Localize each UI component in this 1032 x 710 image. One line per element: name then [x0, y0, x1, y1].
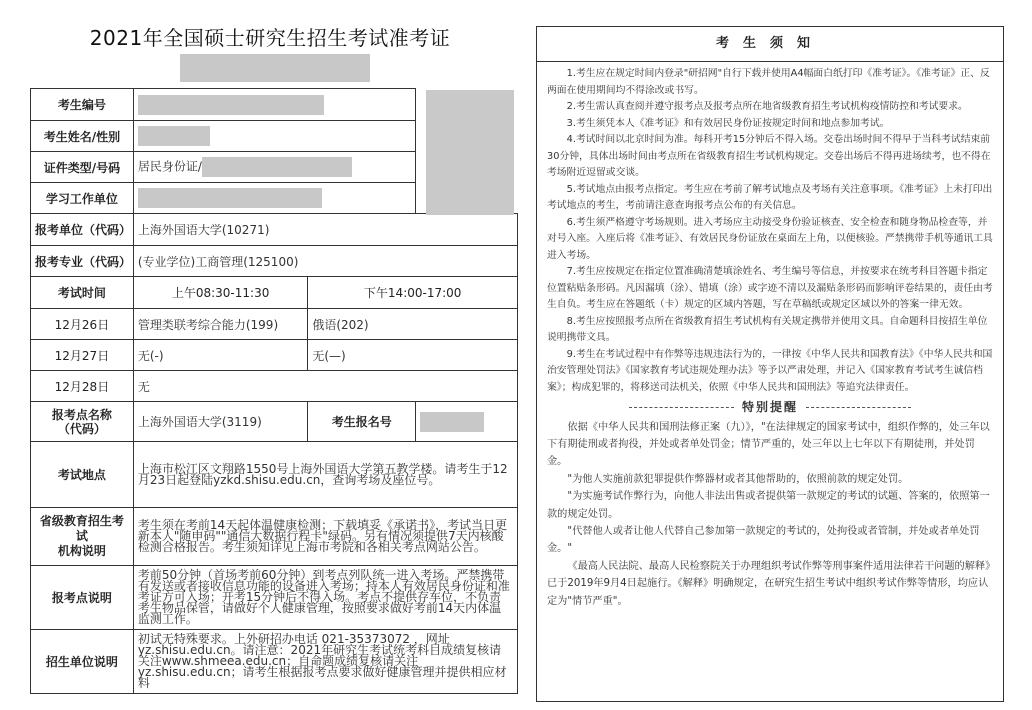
- schedule-pm-subject: 俄语(202): [308, 309, 518, 340]
- schedule-date: 12月27日: [31, 340, 134, 371]
- notice-item: 9.考生在考试过程中有作弊等违规违法行为的，一律按《中华人民共和国教育法》《中华人民共和国治安管理处罚法》《国家教育考试违规处理办法》等予以严肃处理，并记入《国家教育考试考生诚信档案》；构成犯罪的，将移送司法机关，依照《中华人民共和国刑法》等追究法律责任。: [547, 348, 993, 393]
- am-header: 上午08:30-11:30: [133, 277, 307, 309]
- id-value: [133, 152, 415, 183]
- notice-item: 6.考生须严格遵守考场规则。进入考场应主动接受身份验证核查、安全检查和随身物品检查等，并对号入座。入座后将《准考证》、有效居民身份证放在桌面左上角，以便核验。严禁携带手机等通讯工具进入考场。: [547, 216, 993, 261]
- pm-header: 下午14:00-17:00: [308, 277, 518, 309]
- special-item: 《最高人民法院、最高人民检察院关于办理组织考试作弊等刑事案件适用法律若干问题的解释》已于2019年9月4日起施行。《解释》明确规定，在研究生招生考试中组织考试作弊等情形，均应认定为"情节严重"。: [547, 560, 991, 607]
- special-item: "为他人实施前款犯罪提供作弊器材或者其他帮助的，依照前款的规定处罚。: [567, 473, 909, 485]
- location-label: 考试地点: [31, 442, 134, 508]
- location-value: 上海市松江区文翔路1550号上海外国语大学第五教学楼。请考生于12月23日起登陆yzkd.shisu.edu.cn，查询考场及座位号。: [133, 442, 517, 508]
- point-label: 报考点说明: [31, 566, 134, 630]
- special-item: 依据《中华人民共和国刑法修正案（九）》，"在法律规定的国家考试中，组织作弊的，处三年以下有期徒刑或者拘役，并处或者单处罚金；情节严重的，处三年以上七年以下有期徒刑，并处罚金。: [547, 421, 990, 468]
- major-label: 报考专业（代码）: [31, 246, 134, 277]
- schedule-date: 12月28日: [31, 371, 134, 402]
- schedule-pm-subject: 无(—): [308, 340, 518, 371]
- photo-placeholder: [426, 90, 514, 215]
- special-item: "代替他人或者让他人代替自己参加第一款规定的考试的，处拘役或者管制，并处或者单处罚金。": [547, 525, 980, 555]
- schedule-am-subject: 管理类联考综合能力(199): [133, 309, 307, 340]
- id-type: 居民身份证/: [137, 159, 202, 174]
- schedule-am-subject: 无: [133, 371, 517, 402]
- site-name-value: 上海外国语大学(3119): [133, 402, 307, 442]
- provincial-value: 考生须在考前14天起体温健康检测；下载填妥《承诺书》，考试当日更新本人"随申码""通信大数据行程卡"绿码。另有情况须提供7天内核酸检测合格报告。考生须知详见上海市考院和各相关考点网站公告。: [133, 508, 517, 566]
- unit-label: 学习工作单位: [31, 183, 134, 214]
- notice-item: 4.考试时间以北京时间为准。每科开考15分钟后不得入场。交卷出场时间不得早于当科考试结束前30分钟，具体出场时间由考点所在省级教育招生考试机构规定。交卷出场后不得再进场续考，也不得在考场附近逗留或交谈。: [547, 134, 991, 178]
- unit-value: [133, 183, 415, 214]
- notice-heading: 考生须知: [537, 27, 1003, 62]
- school-label: 招生单位说明: [31, 630, 134, 694]
- id-label: 证件类型/号码: [31, 152, 134, 183]
- notice-item: 7.考生应按规定在指定位置准确清楚填涂姓名、考生编号等信息，并按要求在统考科目答题卡指定位置粘贴条形码。凡因漏填（涂）、错填（涂）或字迹不清以及漏贴条形码而影响评卷结果的，责任由考生自负。考生应在答题纸（卡）规定的区域内答题，写在草稿纸或规定区域以外的答案一律无效。: [547, 266, 993, 310]
- redacted-subtitle: [180, 54, 370, 82]
- reg-no-label: 考生报名号: [308, 402, 416, 442]
- notice-item: 1.考生应在规定时间内登录"研招网"自行下载并使用A4幅面白纸打印《准考证》。《准考证》正、反两面在使用期间均不得涂改或书写。: [547, 68, 990, 96]
- page-title: 2021年全国硕士研究生招生考试准考证: [89, 26, 451, 50]
- reg-no-value: [416, 402, 518, 442]
- exam-no-label: 考生编号: [31, 89, 134, 121]
- notice-item: 3.考生须凭本人《准考证》和有效居民身份证按规定时间和地点参加考试。: [566, 117, 890, 129]
- name-gender-value: [133, 121, 415, 152]
- special-item: "为实施考试作弊行为，向他人非法出售或者提供第一款规定的考试的试题、答案的，依照第一款的规定处罚。: [547, 491, 990, 520]
- apply-unit-label: 报考单位（代码）: [31, 214, 134, 246]
- school-value: 初试无特殊要求。上外研招办电话 021-35373072 ，网址yz.shisu.edu.cn。请注意：2021年研究生考试统考科目成绩复核请关注www.shmeea.edu.cn；自命题成绩复核请关注yz.shisu.edu.cn；请考生根据报考点要求做好健康管理并提供相应材料: [133, 630, 517, 694]
- site-name-label: 报考点名称 （代码）: [31, 402, 134, 442]
- exam-time-label: 考试时间: [31, 277, 134, 309]
- notice-panel: [536, 26, 1004, 702]
- point-value: 考前50分钟（首场考前60分钟）到考点列队统一进入考场。严禁携带有发送或者接收信息功能的设备进入考场；持本人有效居民身份证和准考证方可入场；开考15分钟后不得入场。考点不提供存车位，不负责考生物品保管，请做好个人健康管理，按照要求做好考前14天内体温监测工作。: [133, 566, 517, 630]
- notice-item: 8.考生应按照报考点所在省级教育招生考试机构有关规定携带并使用文具。自命题科目按招生单位说明携带文具。: [547, 315, 988, 343]
- apply-unit-value: 上海外国语大学(10271): [133, 214, 517, 246]
- exam-no-value: [133, 89, 415, 121]
- name-gender-label: 考生姓名/性别: [31, 121, 134, 152]
- notice-item: 5.考试地点由报考点指定。考生应在考前了解考试地点及考场有关注意事项。《准考证》上未打印出考试地点的考生，考前请注意查询报考点公布的有关信息。: [547, 183, 993, 211]
- provincial-label: 省级教育招生考试 机构说明: [31, 508, 134, 566]
- schedule-date: 12月26日: [31, 309, 134, 340]
- special-reminder-heading: 特别提醒: [547, 399, 993, 416]
- schedule-am-subject: 无(-): [133, 340, 307, 371]
- notice-item: 2.考生需认真查阅并遵守报考点及报考点所在地省级教育招生考试机构疫情防控和考试要求。: [566, 101, 968, 112]
- major-value: (专业学位)工商管理(125100): [133, 246, 517, 277]
